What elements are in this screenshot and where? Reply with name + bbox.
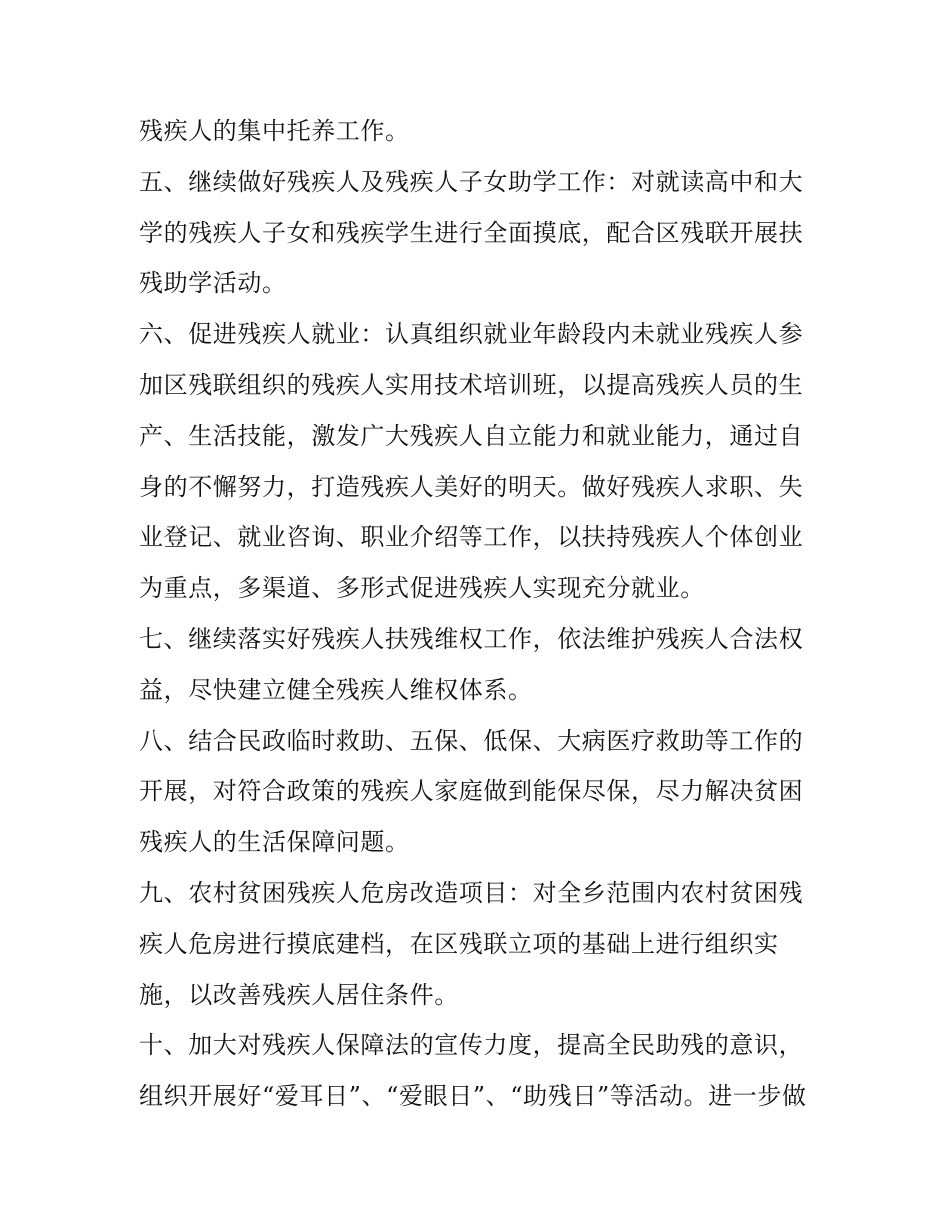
document-body: [139, 106, 819, 1122]
text-line: 施，以改善残疾人居住条件。: [139, 980, 459, 1009]
text-line: 产、生活技能，激发广大残疾人自立能力和就业能力，通过自: [139, 421, 804, 450]
text-line: 开展，对符合政策的残疾人家庭做到能保尽保，尽力解决贫困: [139, 777, 804, 806]
text-line: 业登记、就业咨询、职业介绍等工作，以扶持残疾人个体创业: [139, 523, 804, 552]
text-line: 八、结合民政临时救助、五保、低保、大病医疗救助等工作的: [139, 726, 804, 755]
text-line: 残助学活动。: [139, 269, 287, 298]
text-line: 五、继续做好残疾人及残疾人子女助学工作：对就读高中和大: [139, 167, 804, 196]
text-line: 十、加大对残疾人保障法的宣传力度，提高全民助残的意识，: [139, 1031, 804, 1060]
text-line: 残疾人的集中托养工作。: [139, 117, 410, 145]
text-line: 疾人危房进行摸底建档，在区残联立项的基础上进行组织实: [139, 929, 779, 958]
text-line: 七、继续落实好残疾人扶残维权工作，依法维护残疾人合法权: [139, 624, 804, 653]
text-line: 九、农村贫困残疾人危房改造项目：对全乡范围内农村贫困残: [139, 878, 804, 907]
text-line: 六、促进残疾人就业：认真组织就业年龄段内未就业残疾人参: [139, 320, 804, 349]
text-line: 为重点，多渠道、多形式促进残疾人实现充分就业。: [139, 574, 705, 603]
text-line: 残疾人的生活保障问题。: [139, 828, 410, 857]
text-line: 加区残联组织的残疾人实用技术培训班，以提高残疾人员的生: [139, 370, 804, 399]
text-line: 组织开展好“爱耳日”、“爱眼日”、“助残日”等活动。进一步做: [139, 1082, 807, 1111]
text-line: 身的不懈努力，打造残疾人美好的明天。做好残疾人求职、失: [139, 472, 804, 501]
text-line: 学的残疾人子女和残疾学生进行全面摸底，配合区残联开展扶: [139, 218, 804, 247]
text-line: 益，尽快建立健全残疾人维权体系。: [139, 675, 533, 704]
